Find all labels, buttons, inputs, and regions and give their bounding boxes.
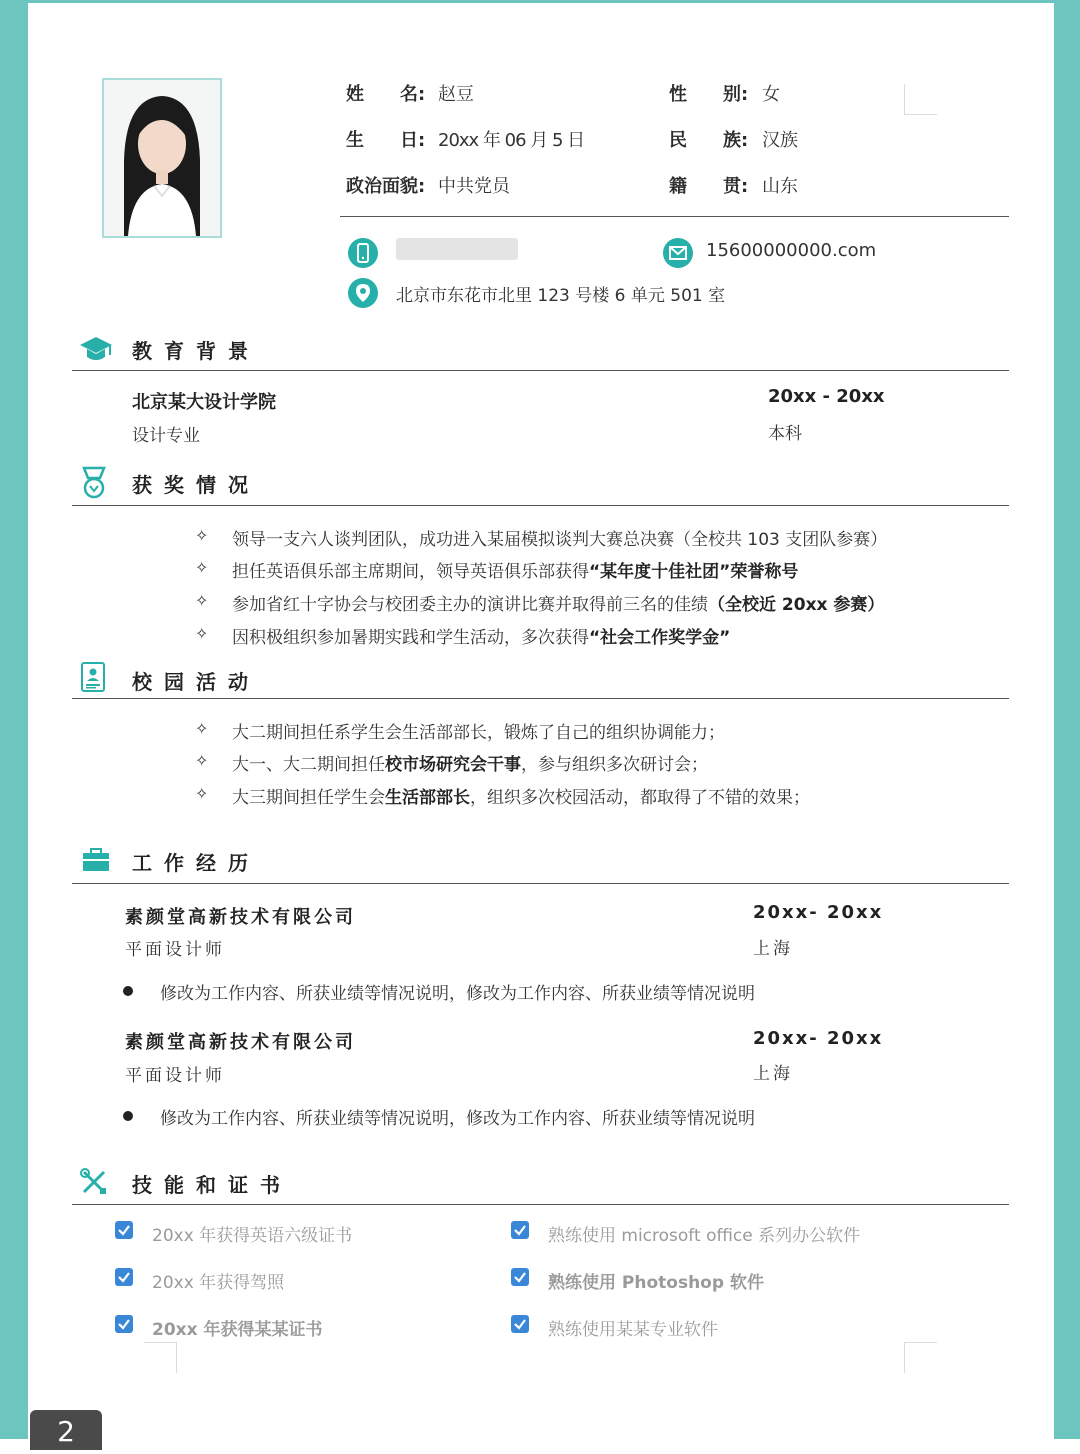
diamond-bullet-icon: ✧ <box>195 624 209 643</box>
dot-bullet-icon <box>123 986 133 996</box>
address-value: 北京市东花市北里 123 号楼 6 单元 501 室 <box>396 286 726 306</box>
diamond-bullet-icon: ✧ <box>195 751 209 770</box>
medal-icon <box>80 466 108 504</box>
checkbox-checked[interactable] <box>115 1268 133 1286</box>
skill-item: 20xx 年获得英语六级证书 <box>152 1226 353 1246</box>
campus-divider <box>72 698 1009 699</box>
job-description: 修改为工作内容、所获业绩等情况说明，修改为工作内容、所获业绩等情况说明 <box>160 1109 755 1129</box>
education-period: 20xx - 20xx <box>768 386 885 407</box>
native-label: 籍 贯: <box>669 176 749 197</box>
profile-photo <box>102 78 222 238</box>
briefcase-icon <box>82 848 110 876</box>
checkbox-checked[interactable] <box>511 1221 529 1239</box>
job-period: 20xx- 20xx <box>753 1028 884 1049</box>
job-position: 平面设计师 <box>125 940 225 960</box>
checkbox-checked[interactable] <box>115 1221 133 1239</box>
diamond-bullet-icon: ✧ <box>195 719 209 738</box>
award-item: 担任英语俱乐部主席期间，领导英语俱乐部获得“某年度十佳社团”荣誉称号 <box>232 562 799 582</box>
job-city: 上海 <box>753 1064 793 1084</box>
native-value: 山东 <box>762 176 798 197</box>
company-name: 素颜堂高新技术有限公司 <box>125 1032 356 1053</box>
ethnicity-value: 汉族 <box>762 130 798 151</box>
job-city: 上海 <box>753 939 793 959</box>
corner-mark <box>904 84 937 115</box>
job-period: 20xx- 20xx <box>753 902 884 923</box>
gender-value: 女 <box>762 84 780 105</box>
campus-item: 大一、大二期间担任校市场研究会干事，参与组织多次研讨会； <box>232 755 708 775</box>
diamond-bullet-icon: ✧ <box>195 591 209 610</box>
phone-icon <box>348 238 378 268</box>
tools-icon <box>80 1168 108 1200</box>
skill-item: 熟练使用 microsoft office 系列办公软件 <box>548 1226 861 1246</box>
diamond-bullet-icon: ✧ <box>195 526 209 545</box>
award-item: 领导一支六人谈判团队，成功进入某届模拟谈判大赛总决赛（全校共 103 支团队参赛） <box>232 530 888 550</box>
birth-value: 20xx 年 06 月 5 日 <box>438 130 585 151</box>
diamond-bullet-icon: ✧ <box>195 558 209 577</box>
campus-item: 大二期间担任系学生会生活部部长，锻炼了自己的组织协调能力； <box>232 723 725 743</box>
checkbox-checked[interactable] <box>511 1315 529 1333</box>
award-item: 参加省红十字协会与校团委主办的演讲比赛并取得前三名的佳绩（全校近 20xx 参赛） <box>232 595 885 615</box>
company-name: 素颜堂高新技术有限公司 <box>125 907 356 928</box>
checkbox-checked[interactable] <box>511 1268 529 1286</box>
skill-item: 20xx 年获得某某证书 <box>152 1320 323 1340</box>
politics-label: 政治面貌: <box>346 176 426 197</box>
education-title: 教育背景 <box>132 339 260 363</box>
location-icon <box>348 278 378 308</box>
politics-value: 中共党员 <box>438 176 510 197</box>
corner-mark <box>144 1342 177 1373</box>
name-label: 姓 名: <box>346 84 426 105</box>
profile-divider <box>340 216 1009 217</box>
work-divider <box>72 883 1009 884</box>
phone-redacted <box>396 238 518 260</box>
awards-title: 获奖情况 <box>132 473 260 497</box>
corner-mark <box>904 1342 937 1373</box>
graduation-cap-icon <box>78 334 114 368</box>
page-number-badge[interactable]: 2 <box>30 1410 102 1450</box>
checkbox-checked[interactable] <box>115 1315 133 1333</box>
skill-item: 20xx 年获得驾照 <box>152 1273 285 1293</box>
award-item: 因积极组织参加暑期实践和学生活动，多次获得“社会工作奖学金” <box>232 628 731 648</box>
education-divider <box>72 370 1009 371</box>
school-name: 北京某大设计学院 <box>132 392 276 413</box>
page-frame-top <box>28 0 1054 3</box>
awards-divider <box>72 505 1009 506</box>
name-value: 赵豆 <box>438 84 474 105</box>
skills-divider <box>72 1204 1009 1205</box>
ethnicity-label: 民 族: <box>669 130 749 151</box>
id-card-icon <box>80 661 106 697</box>
email-icon <box>663 238 693 268</box>
dot-bullet-icon <box>123 1111 133 1121</box>
skill-item: 熟练使用 Photoshop 软件 <box>548 1273 764 1293</box>
birth-label: 生 日: <box>346 130 426 151</box>
skills-title: 技能和证书 <box>132 1173 292 1197</box>
campus-item: 大三期间担任学生会生活部部长，组织多次校园活动，都取得了不错的效果； <box>232 788 810 808</box>
gender-label: 性 别: <box>669 84 749 105</box>
skill-item: 熟练使用某某专业软件 <box>548 1320 718 1340</box>
major: 设计专业 <box>132 426 200 446</box>
job-position: 平面设计师 <box>125 1066 225 1086</box>
degree: 本科 <box>768 424 802 444</box>
campus-title: 校园活动 <box>132 670 260 694</box>
diamond-bullet-icon: ✧ <box>195 784 209 803</box>
email-value: 15600000000.com <box>706 240 877 261</box>
job-description: 修改为工作内容、所获业绩等情况说明，修改为工作内容、所获业绩等情况说明 <box>160 984 755 1004</box>
page-frame-right <box>1054 0 1080 1439</box>
page-frame-left <box>0 0 28 1439</box>
work-title: 工作经历 <box>132 851 260 875</box>
